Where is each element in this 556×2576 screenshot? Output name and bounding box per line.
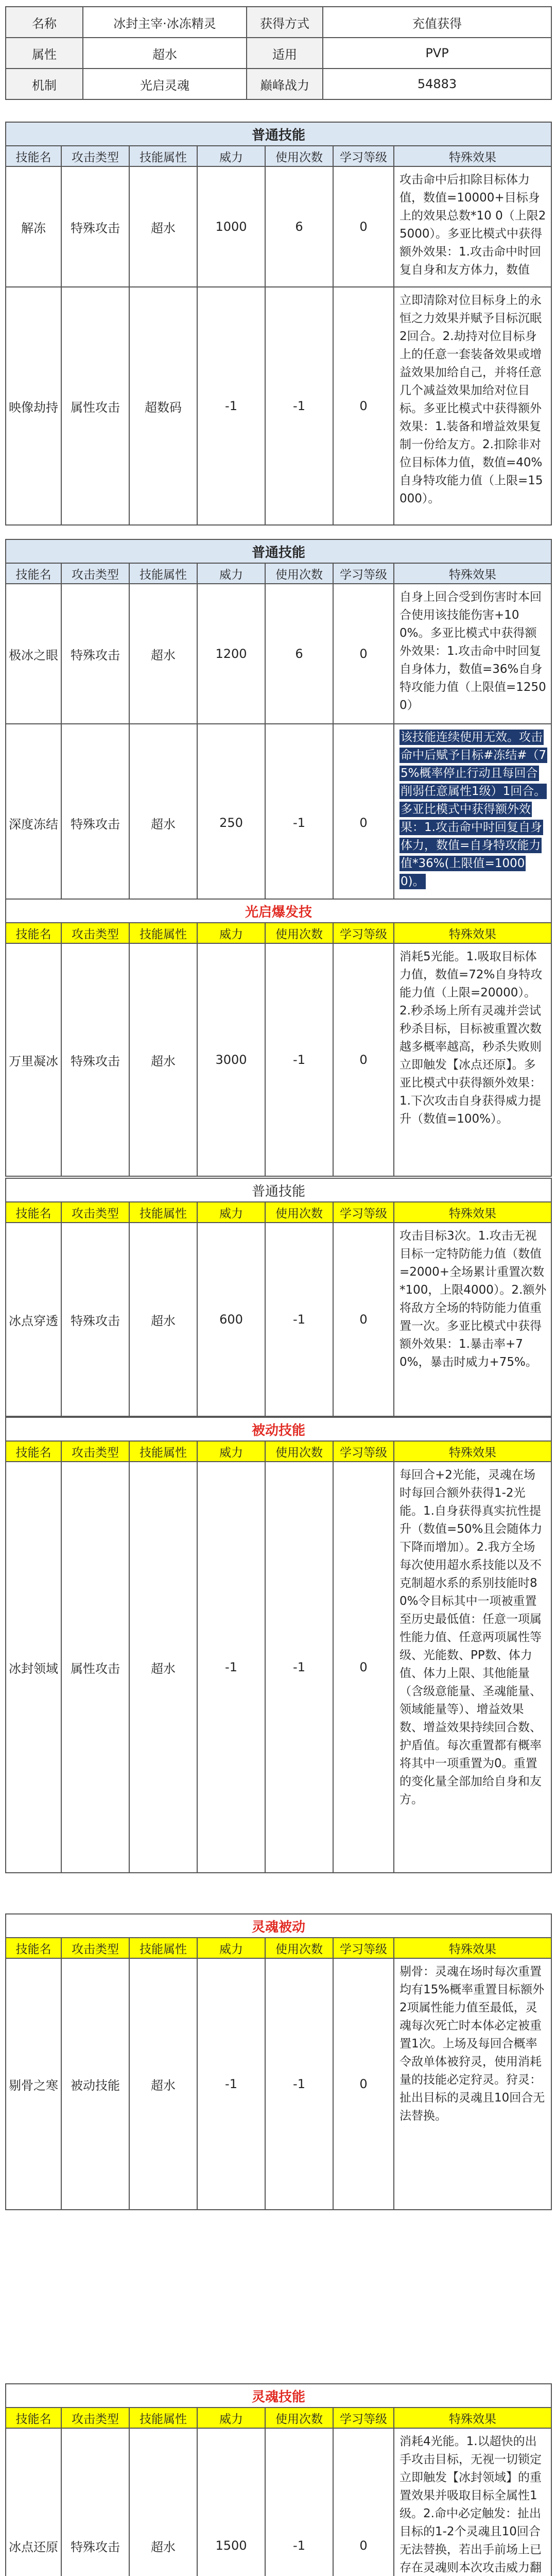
col-header-level: 学习等级 [333,563,394,584]
obtain-value: 充值获得 [323,7,551,38]
skill-name: 映像劫持 [6,287,61,525]
skill-level: 0 [333,724,394,922]
name-label: 名称 [6,7,83,38]
skill-section-passive [5,1417,552,1873]
skill-attr: 超数码 [129,287,197,525]
skill-type: 特殊攻击 [61,166,129,287]
skill-uses: -1 [265,943,333,1176]
skill-uses: -1 [265,1958,333,2210]
obtain-label: 获得方式 [247,7,323,38]
col-header-power: 威力 [197,1938,265,1958]
skill-row [6,287,551,525]
skill-level: 0 [333,1462,394,1873]
skill-power: 250 [197,724,265,922]
skill-level: 0 [333,943,394,1176]
skill-effect: 攻击目标3次。1.攻击无视目标一定特防能力值（数值=2000+全场累计重置次数*100，上限4000）。2.额外将敌方全场的特防能力值重置一次。多亚比模式中获得额外效果：1.暴击率+70%，暴击时威力+75%。 [394,1223,551,1416]
section-title: 灵魂技能 [6,2384,551,2408]
skill-effect: 攻击命中后扣除目标体力值，数值=10000+目标身上的效果总数*10 0（上限25000）。多亚比模式中获得额外效果：1.攻击命中时回复自身和友方体力，数值 [394,166,551,287]
col-header-effect: 特殊效果 [394,1441,551,1462]
skill-uses: 6 [265,584,333,724]
col-header-type: 攻击类型 [61,146,129,166]
skill-uses: 6 [265,166,333,287]
skill-uses: -1 [265,287,333,525]
skill-power: 600 [197,1223,265,1416]
skill-uses: -1 [265,1462,333,1873]
skill-row [6,166,551,287]
skill-effect: 自身上回合受到伤害时本回合使用该技能伤害+100%。多亚比模式中获得额外效果：1.攻击命中时回复自身体力，数值=36%自身特攻能力值（上限值=1250 0） [394,584,551,724]
col-header-level: 学习等级 [333,1202,394,1223]
skill-type: 特殊攻击 [61,584,129,724]
mech-label: 机制 [6,69,83,99]
col-header-effect: 特殊效果 [394,923,551,943]
col-header-attr: 技能属性 [129,2408,197,2428]
skill-section-soul-skill [5,2383,552,2576]
col-header-level: 学习等级 [333,923,394,943]
col-header-effect: 特殊效果 [394,2408,551,2428]
skill-type: 特殊攻击 [61,1223,129,1416]
col-header-attr: 技能属性 [129,1938,197,1958]
skill-attr: 超水 [129,2428,197,2576]
skill-attr: 超水 [129,584,197,724]
skill-effect: 剔骨：灵魂在场时每次重置均有15%概率重置目标额外2项属性能力值至最低，灵魂每次死亡时本体必定被重置1次。上场及每回合概率令敌单体被狩灵，使用消耗量的技能必定狩灵。狩灵：扯出目标的灵魂且10回合无法替换。 [394,1958,551,2210]
skill-section-soul-passive [5,1913,552,2210]
skill-effect: 立即清除对位目标身上的永恒之力效果并赋予目标沉眠2回合。2.劫持对位目标身上的任意一套装备效果或增益效果加给自己，并将任意几个减益效果加给对位目标。多亚比模式中获得额外效果：1.装备和增益效果复制一份给友方。2.扣除非对位目标体力值，数值=40%自身特攻能力值（上限=15000）。 [394,287,551,525]
col-header-level: 学习等级 [333,1938,394,1958]
col-header-type: 攻击类型 [61,923,129,943]
col-header-power: 威力 [197,1202,265,1223]
section-title: 普通技能 [6,539,551,563]
col-header-level: 学习等级 [333,1441,394,1462]
col-header-power: 威力 [197,923,265,943]
col-header-level: 学习等级 [333,146,394,166]
skill-power: -1 [197,287,265,525]
skill-row [6,2428,551,2576]
col-header-name: 技能名 [6,2408,61,2428]
skill-attr: 超水 [129,166,197,287]
skill-effect: 消耗5光能。1.吸取目标体力值，数值=72%自身特攻能力值（上限=20000）。2.秒杀场上所有灵魂并尝试秒杀目标，目标被重置次数越多概率越高，秒杀失败则立即触发【冰点还原】。多亚比模式中获得额外效果：1.下次攻击自身获得威力提升（数值=100%）。 [394,943,551,1176]
skill-level: 0 [333,1958,394,2210]
skill-power: 1500 [197,2428,265,2576]
skill-power: 3000 [197,943,265,1176]
skill-name: 深度冻结 [6,724,61,922]
skill-row [6,584,551,724]
skill-effect: 每回合+2光能，灵魂在场时每回合额外获得1-2光能。1.自身获得真实抗性提升（数值=50%且会随体力下降而增加）。2.我方全场每次使用超水系技能以及不克制超水系的系别技能时80%令目标其中一项被重置至历史最低值：任意一项属性能力值、任意两项属性等级、光能数、PP数、体力值、体力上限、其他能量（含级意能量、圣魂能量、领域能量等）、增益效果数、增益效果持续回合数、护盾值。每次重置都有概率将其中一项重置为0。重置的变化量全部加给自身和友方。 [394,1462,551,1873]
col-header-effect: 特殊效果 [394,563,551,584]
skill-power: -1 [197,1462,265,1873]
highlighted-effect-text: 该技能连续使用无效。攻击命中后赋予目标#冻结#（75%概率停止行动且每回合削弱任意属性1级）1回合。多亚比模式中获得额外效果：1.攻击命中时回复自身体力，数值=自身特攻能力值*36%(上限值=10000)。 [401,731,547,888]
skill-uses: -1 [265,1223,333,1416]
skill-type: 被动技能 [61,1958,129,2210]
col-header-name: 技能名 [6,563,61,584]
attr-label: 属性 [6,38,83,69]
skill-effect: 消耗4光能。1.以超快的出手攻击目标，无视一切锁定立即触发【冰封领域】的重置效果并吸取目标全属性1级。2.命中必定触发：扯出目标的1-2个灵魂且10回合无法替换，若出手前场上已存在灵魂则本次攻击威力翻 [394,2428,551,2576]
col-header-power: 威力 [197,563,265,584]
skill-section-normal-3 [5,1178,552,1417]
info-table [5,6,552,100]
skill-type: 属性攻击 [61,1462,129,1873]
skill-uses: -1 [265,724,333,922]
section-title: 被动技能 [6,1417,551,1441]
col-header-attr: 技能属性 [129,923,197,943]
col-header-uses: 使用次数 [265,2408,333,2428]
name-value: 冰封主宰·冰冻精灵 [83,7,247,38]
skill-power: 1200 [197,584,265,724]
col-header-name: 技能名 [6,1202,61,1223]
skill-level: 0 [333,1223,394,1416]
skill-type: 特殊攻击 [61,943,129,1176]
skill-section-normal-2 [5,539,552,922]
col-header-effect: 特殊效果 [394,146,551,166]
col-header-uses: 使用次数 [265,1938,333,1958]
col-header-type: 攻击类型 [61,1441,129,1462]
col-header-type: 攻击类型 [61,1202,129,1223]
col-header-effect: 特殊效果 [394,1202,551,1223]
skill-name: 极冰之眼 [6,584,61,724]
skill-row [6,1958,551,2210]
power-value: 54883 [323,69,551,99]
col-header-name: 技能名 [6,146,61,166]
mode-label: 适用 [247,38,323,69]
skill-name: 万里凝冰 [6,943,61,1176]
skill-level: 0 [333,2428,394,2576]
col-header-type: 攻击类型 [61,563,129,584]
skill-name: 解冻 [6,166,61,287]
skill-section-normal-1 [5,122,552,526]
skill-level: 0 [333,287,394,525]
col-header-power: 威力 [197,2408,265,2428]
mech-value: 光启灵魂 [83,69,247,99]
col-header-power: 威力 [197,1441,265,1462]
col-header-uses: 使用次数 [265,146,333,166]
skill-type: 属性攻击 [61,287,129,525]
skill-row [6,943,551,1176]
skill-attr: 超水 [129,724,197,922]
col-header-name: 技能名 [6,1938,61,1958]
col-header-level: 学习等级 [333,2408,394,2428]
skill-effect-highlighted [394,724,551,922]
skill-attr: 超水 [129,1462,197,1873]
skill-power: -1 [197,1958,265,2210]
col-header-uses: 使用次数 [265,563,333,584]
col-header-effect: 特殊效果 [394,1938,551,1958]
section-title: 普通技能 [6,1178,551,1202]
col-header-attr: 技能属性 [129,146,197,166]
skill-attr: 超水 [129,1223,197,1416]
skill-level: 0 [333,584,394,724]
skill-row [6,1223,551,1416]
attr-value: 超水 [83,38,247,69]
col-header-attr: 技能属性 [129,1441,197,1462]
skill-section-burst [5,899,552,1177]
skill-attr: 超水 [129,943,197,1176]
section-title: 灵魂被动 [6,1914,551,1938]
col-header-power: 威力 [197,146,265,166]
section-title: 光启爆发技 [6,899,551,923]
col-header-uses: 使用次数 [265,923,333,943]
col-header-attr: 技能属性 [129,563,197,584]
mode-value: PVP [323,38,551,69]
skill-row [6,1462,551,1873]
skill-attr: 超水 [129,1958,197,2210]
skill-uses: -1 [265,2428,333,2576]
col-header-type: 攻击类型 [61,2408,129,2428]
skill-power: 1000 [197,166,265,287]
col-header-type: 攻击类型 [61,1938,129,1958]
skill-name: 剔骨之寒 [6,1958,61,2210]
skill-type: 特殊攻击 [61,724,129,922]
col-header-attr: 技能属性 [129,1202,197,1223]
power-label: 巅峰战力 [247,69,323,99]
skill-name: 冰封领域 [6,1462,61,1873]
skill-name: 冰点穿透 [6,1223,61,1416]
col-header-name: 技能名 [6,923,61,943]
skill-type: 特殊攻击 [61,2428,129,2576]
skill-name: 冰点还原 [6,2428,61,2576]
col-header-name: 技能名 [6,1441,61,1462]
skill-row [6,724,551,922]
col-header-uses: 使用次数 [265,1441,333,1462]
skill-level: 0 [333,166,394,287]
col-header-uses: 使用次数 [265,1202,333,1223]
section-title: 普通技能 [6,122,551,146]
